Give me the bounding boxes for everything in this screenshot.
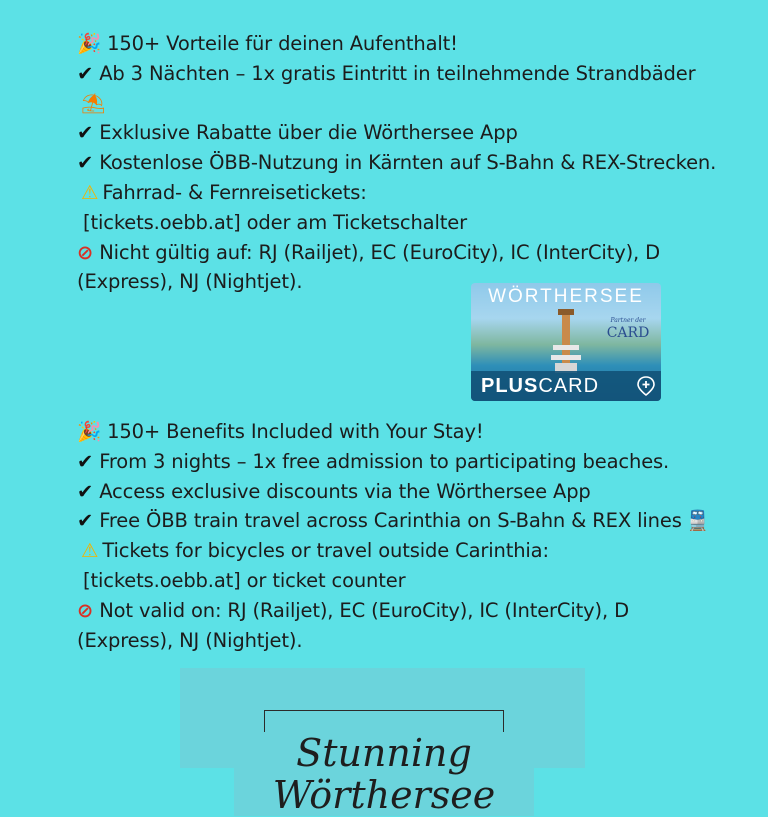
partner-badge: Partner der CARD — [606, 317, 650, 341]
observation-tower-icon — [541, 305, 591, 373]
stunning-woerthersee-thumbnail — [180, 668, 585, 817]
check-mark-icon: ✔ — [77, 509, 94, 533]
en-tickets-link[interactable]: [tickets.oebb.at] or ticket counter — [77, 568, 406, 592]
en-train-line: ✔ Free ÖBB train travel across Carinthia on S-Bahn & REX lines 🚆⚠ Tickets for bicycles or travel outside Carinthia: [tickets.oebb.at] or ticket counter — [77, 506, 717, 595]
de-tickets-link[interactable]: [tickets.oebb.at] oder am Ticketschalter — [77, 210, 467, 234]
party-popper-icon: 🎉 — [77, 420, 102, 443]
woerthersee-plus-card-image — [471, 283, 661, 401]
check-mark-icon: ✔ — [77, 479, 94, 503]
en-app-line: ✔ Access exclusive discounts via the Wörthersee App — [77, 477, 717, 507]
de-app-line: ✔ Exklusive Rabatte über die Wörthersee App — [77, 118, 717, 148]
train-icon: 🚆 — [685, 509, 710, 533]
card-footer: PLUSCARD — [471, 371, 661, 401]
party-popper-icon: 🎉 — [77, 32, 102, 55]
check-mark-icon: ✔ — [77, 61, 94, 85]
card-title: WÖRTHERSEE — [488, 286, 644, 307]
prohibited-icon: ⊘ — [77, 598, 94, 622]
de-headline: 🎉 150+ Vorteile für deinen Aufenthalt! — [77, 29, 717, 59]
check-mark-icon: ✔ — [77, 449, 94, 473]
de-not-valid-line: ⊘ Nicht gültig auf: RJ (Railjet), EC (EuroCity), IC (InterCity), D (Express), NJ (Nightjet). — [77, 238, 717, 298]
de-beach-line: ✔ Ab 3 Nächten – 1x gratis Eintritt in teilnehmende Strandbäder⛱ — [77, 59, 717, 119]
check-mark-icon: ✔ — [77, 151, 94, 175]
check-mark-icon: ✔ — [77, 121, 94, 145]
warning-icon: ⚠ — [81, 180, 99, 204]
thumbnail-script-title: Stunning Wörthersee — [234, 732, 534, 816]
en-headline: 🎉 150+ Benefits Included with Your Stay! — [77, 417, 717, 447]
beach-umbrella-icon: ⛱ — [81, 91, 106, 115]
german-benefits — [77, 29, 717, 297]
en-beach-line: ✔ From 3 nights – 1x free admission to participating beaches. — [77, 447, 717, 477]
english-benefits — [77, 417, 717, 655]
location-pin-icon — [637, 376, 655, 396]
prohibited-icon: ⊘ — [77, 240, 94, 264]
warning-icon: ⚠ — [81, 539, 99, 563]
de-train-line: ✔ Kostenlose ÖBB-Nutzung in Kärnten auf S-Bahn & REX-Strecken. ⚠ Fahrrad- & Fernreisetickets: [tickets.oebb.at] oder am Ticketschalter — [77, 148, 717, 237]
en-not-valid-line: ⊘ Not valid on: RJ (Railjet), EC (EuroCity), IC (InterCity), D (Express), NJ (Nightjet). — [77, 596, 717, 656]
